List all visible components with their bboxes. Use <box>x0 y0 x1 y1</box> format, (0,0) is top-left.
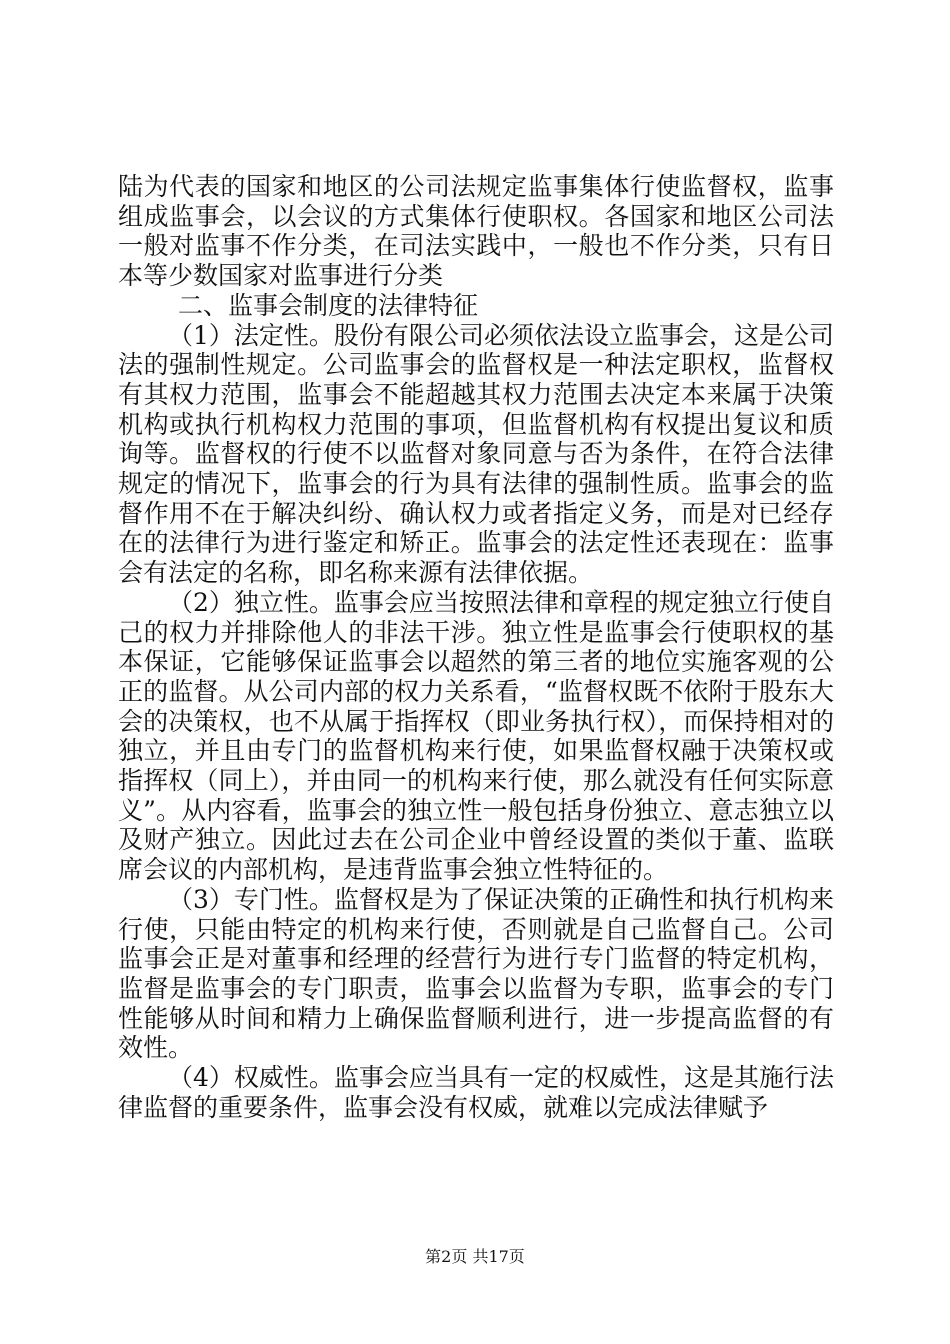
section-heading: 二、监事会制度的法律特征 <box>178 290 479 320</box>
paragraph-legality: （1）法定性。股份有限公司必须依法设立监事会，这是公司法的强制性规定。公司监事会的监督权是一种法定职权，监督权有其权力范围，监事会不能超越其权力范围去决定本来属于决策机构或执行机构权力范围的事项，但监督机构有权提出复议和质询等。监督权的行使不以监督对象同意与否为条件，在符合法律规定的情况下，监事会的行为具有法律的强制性质。监事会的监督作用不在于解决纠纷、确认权力或者指定义务，而是对已经存在的法律行为进行鉴定和矫正。监事会的法定性还表现在：监事会有法定的名称，即名称来源有法律依据。 <box>118 320 834 588</box>
paragraph-authority: （4）权威性。监事会应当具有一定的权威性，这是其施行法律监督的重要条件，监事会没有权威，就难以完成法律赋予 <box>118 1063 834 1122</box>
document-body <box>118 172 834 1123</box>
paragraph-continuation: 陆为代表的国家和地区的公司法规定监事集体行使监督权，监事组成监事会，以会议的方式集体行使职权。各国家和地区公司法一般对监事不作分类，在司法实践中，一般也不作分类，只有日本等少数国家对监事进行分类 <box>118 172 834 291</box>
page-number-footer: 第2页 共17页 <box>425 1247 525 1266</box>
paragraph-specialization: （3）专门性。监督权是为了保证决策的正确性和执行机构来行使，只能由特定的机构来行使，否则就是自己监督自己。公司监事会正是对董事和经理的经营行为进行专门监督的特定机构，监督是监事会的专门职责，监事会以监督为专职，监事会的专门性能够从时间和精力上确保监督顺利进行，进一步提高监督的有效性。 <box>118 884 834 1063</box>
paragraph-independence: （2）独立性。监事会应当按照法律和章程的规定独立行使自己的权力并排除他人的非法干涉。独立性是监事会行使职权的基本保证，它能够保证监事会以超然的第三者的地位实施客观的公正的监督。从公司内部的权力关系看，“监督权既不依附于股东大会的决策权，也不从属于指挥权（即业务执行权），而保持相对的独立，并且由专门的监督机构来行使，如果监督权融于决策权或指挥权（同上），并由同一的机构来行使，那么就没有任何实际意义”。从内容看，监事会的独立性一般包括身份独立、意志独立以及财产独立。因此过去在公司企业中曾经设置的类似于董、监联席会议的内部机构，是违背监事会独立性特征的。 <box>118 587 834 885</box>
